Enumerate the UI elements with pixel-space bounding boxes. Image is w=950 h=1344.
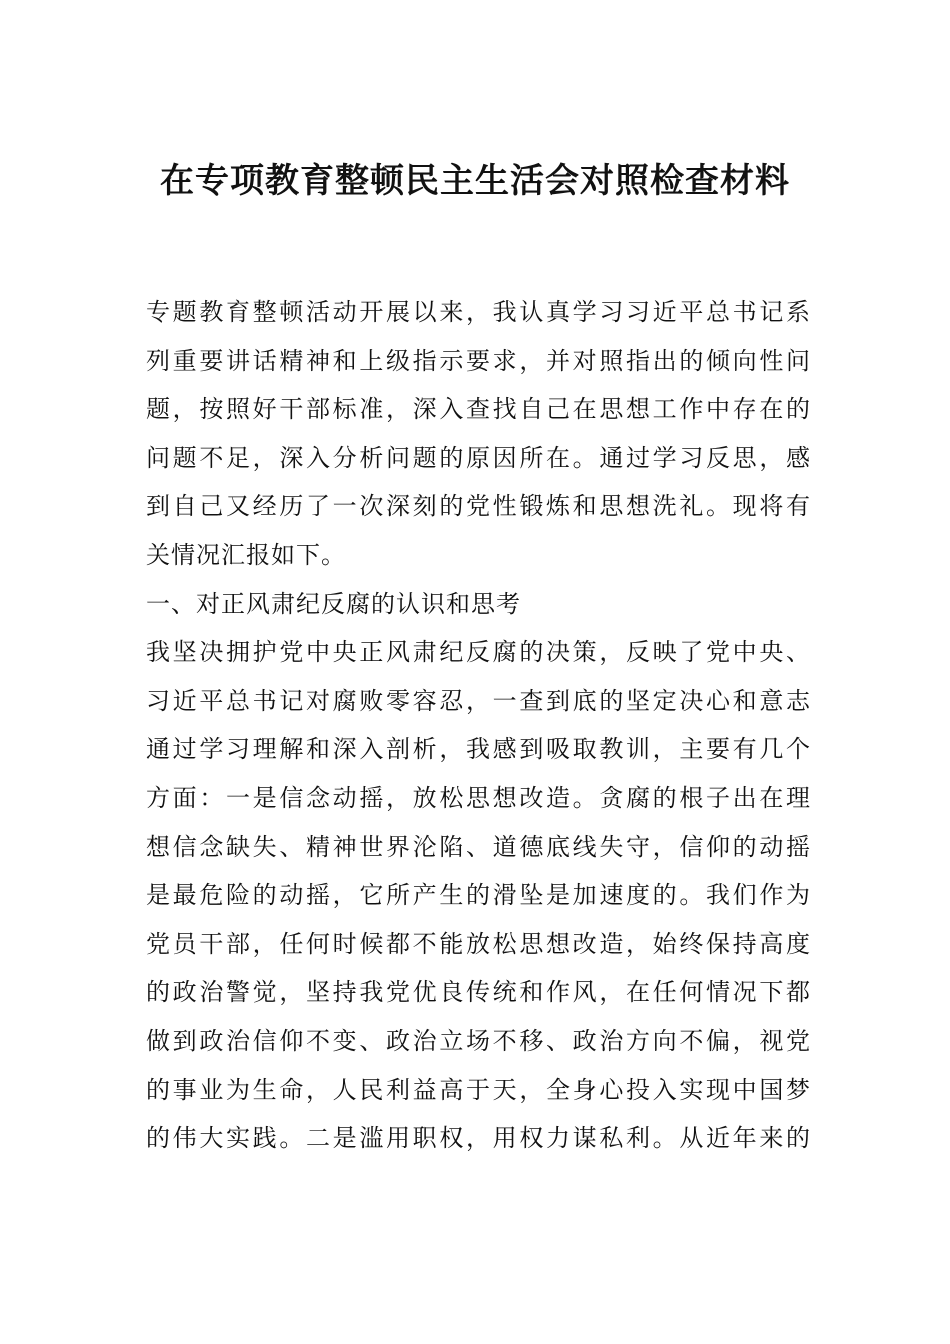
body-line: 习近平总书记对腐败零容忍，一查到底的坚定决心和意志 xyxy=(146,686,810,715)
body-line: 党员干部，任何时候都不能放松思想改造，始终保持高度 xyxy=(146,929,810,958)
document-title: 在专项教育整顿民主生活会对照检查材料 xyxy=(160,161,790,201)
section-heading: 一、对正风肃纪反腐的认识和思考 xyxy=(146,589,521,618)
body-line: 想信念缺失、精神世界沦陷、道德底线失守，信仰的动摇 xyxy=(146,832,810,861)
body-line: 方面：一是信念动摇，放松思想改造。贪腐的根子出在理 xyxy=(146,783,810,812)
body-line: 通过学习理解和深入剖析，我感到吸取教训，主要有几个 xyxy=(146,735,810,764)
body-line: 的伟大实践。二是滥用职权，用权力谋私利。从近年来的 xyxy=(146,1124,810,1153)
body-line: 是最危险的动摇，它所产生的滑坠是加速度的。我们作为 xyxy=(146,881,810,910)
body-line: 到自己又经历了一次深刻的党性锻炼和思想洗礼。现将有 xyxy=(146,492,810,521)
body-line: 专题教育整顿活动开展以来，我认真学习习近平总书记系 xyxy=(146,298,810,326)
body-line: 的事业为生命，人民利益高于天，全身心投入实现中国梦 xyxy=(146,1075,810,1104)
body-line: 做到政治信仰不变、政治立场不移、政治方向不偏，视党 xyxy=(146,1026,810,1055)
document-body xyxy=(146,288,810,1163)
body-line: 关情况汇报如下。 xyxy=(146,540,346,569)
body-line: 的政治警觉，坚持我党优良传统和作风，在任何情况下都 xyxy=(146,978,810,1007)
body-line: 问题不足，深入分析问题的原因所在。通过学习反思，感 xyxy=(146,443,810,472)
body-line: 列重要讲话精神和上级指示要求，并对照指出的倾向性问 xyxy=(146,346,810,375)
body-line: 我坚决拥护党中央正风肃纪反腐的决策，反映了党中央、 xyxy=(146,638,810,667)
body-line: 题，按照好干部标准，深入查找自己在思想工作中存在的 xyxy=(146,395,810,424)
